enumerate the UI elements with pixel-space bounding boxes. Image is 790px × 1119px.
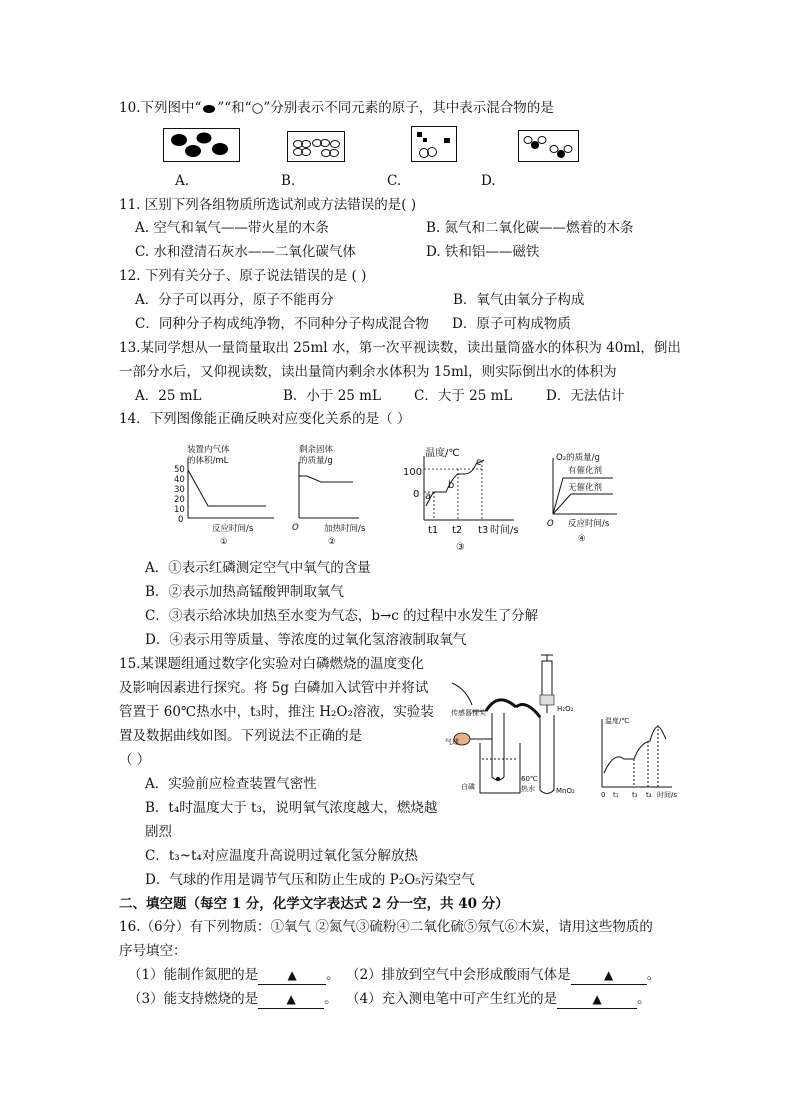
g1-tick-10: 10 bbox=[174, 505, 185, 515]
q10-figure-b bbox=[287, 131, 345, 162]
fig-origin-label: 0 bbox=[601, 791, 606, 799]
answer-blank-1[interactable]: ▲ bbox=[258, 966, 326, 985]
g3-x-t1: t1 bbox=[428, 525, 439, 536]
black-dot-icon bbox=[203, 105, 215, 113]
fig-temp-label: 温度/℃ bbox=[605, 717, 630, 725]
answer-blank-2[interactable]: ▲ bbox=[571, 966, 647, 985]
q10-option-b: B. bbox=[281, 173, 296, 189]
g1-ylabel-1: 装置内气体 bbox=[187, 445, 230, 455]
q10-figure-a-atoms bbox=[164, 129, 241, 163]
q10-figure-c-atoms bbox=[412, 127, 458, 163]
g3-plot bbox=[422, 456, 517, 524]
q12-option-d: D．原子可构成物质 bbox=[452, 316, 571, 332]
q13-option-a: A．25 mL bbox=[135, 388, 202, 404]
q13-option-b: B．小于 25 mL bbox=[283, 388, 381, 404]
q16-item-4 bbox=[346, 990, 651, 1009]
g4-xlabel: 反应时间/s bbox=[568, 519, 610, 529]
fig-mno2-label: MnO₂ bbox=[556, 787, 575, 795]
q12-option-c: C．同种分子构成纯净物，不同种分子构成混合物 bbox=[135, 316, 429, 332]
q16-item-4-end: 。 bbox=[637, 991, 651, 1007]
g3-tick-100: 100 bbox=[403, 467, 423, 478]
q16-line1: 16.（6分）有下列物质：①氧气 ②氮气③硫粉④二氧化硫⑤氖气⑥木炭，请用这些物质的 bbox=[119, 919, 653, 935]
q13-line1: 13.某同学想从一量筒量取出 25ml 水，第一次平视读数，读出量筒盛水的体积为 40ml，倒出 bbox=[119, 340, 681, 356]
g4-label-catalyst: 有催化剂 bbox=[568, 466, 603, 476]
q13-option-d: D．无法估计 bbox=[546, 388, 625, 404]
g1-plot bbox=[186, 458, 276, 523]
q10-stem bbox=[119, 99, 554, 117]
fig-h2o2-label: H₂O₂ bbox=[557, 705, 574, 713]
answer-blank-3[interactable]: ▲ bbox=[258, 990, 324, 1009]
q11-option-c: C. 水和澄清石灰水——二氧化碳气体 bbox=[135, 244, 356, 260]
fig-time-label: 时间/s bbox=[657, 791, 678, 799]
g3-tick-0: 0 bbox=[413, 489, 420, 500]
g3-point-b: b bbox=[448, 480, 455, 491]
g3-point-a: a bbox=[425, 491, 432, 502]
q10-option-a: A. bbox=[175, 173, 190, 189]
q10-stem-part1: 10.下列图中“ bbox=[119, 100, 202, 116]
fig-balloon-label: 气球 bbox=[445, 738, 459, 746]
g3-point-c: c bbox=[476, 457, 482, 468]
q16-item-4-text: （4）充入测电笔中可产生红光的是 bbox=[346, 991, 558, 1007]
g3-xlabel: 时间/s bbox=[490, 525, 519, 536]
fig-wp-label: 白磷 bbox=[461, 783, 475, 791]
fig-t3-label: t₃ bbox=[632, 791, 638, 799]
q15-option-d: D．气球的作用是调节气压和防止生成的 P₂O₅污染空气 bbox=[145, 872, 475, 888]
q16-item-1-text: （1）能制作氮肥的是 bbox=[128, 967, 259, 983]
q15-line3: 管置于 60℃热水中，t₃时，推注 H₂O₂溶液，实验装 bbox=[119, 704, 434, 720]
q10-figure-b-atoms bbox=[288, 132, 346, 163]
q11-stem: 11. 区别下列各组物质所选试剂或方法错误的是( ) bbox=[119, 197, 417, 213]
g3-x-t2: t2 bbox=[452, 525, 463, 536]
g2-ylabel-1: 剩余固体 bbox=[299, 445, 334, 455]
g1-tick-40: 40 bbox=[174, 475, 185, 485]
answer-blank-4[interactable]: ▲ bbox=[557, 990, 637, 1009]
q16-item-2-text: （2）排放到空气中会形成酸雨气体是 bbox=[346, 967, 571, 983]
fig-sensor-label: 传感器探头 bbox=[451, 709, 486, 717]
g2-ylabel-2: 的质量/g bbox=[299, 456, 333, 466]
q13-option-c: C．大于 25 mL bbox=[414, 388, 513, 404]
q16-item-2-end: 。 bbox=[646, 967, 661, 983]
q15-option-b-1: B．t₄时温度大于 t₃，说明氧气浓度越大，燃烧越 bbox=[145, 800, 438, 816]
q14-option-a: A．①表示红磷测定空气中氧气的含量 bbox=[145, 560, 371, 576]
g1-tick-30: 30 bbox=[174, 485, 185, 495]
q10-option-d: D. bbox=[481, 173, 496, 189]
q11-option-b: B. 氮气和二氧化碳——燃着的木条 bbox=[426, 220, 634, 236]
q16-item-1-end: 。 bbox=[326, 967, 340, 983]
q10-stem-part2: ”“和“○”分别表示不同元素的原子，其中表示混合物的是 bbox=[217, 100, 554, 116]
q16-item-3-text: （3）能支持燃烧的是 bbox=[128, 991, 259, 1007]
q15-line2: 及影响因素进行探究。将 5g 白磷加入试管中并将试 bbox=[119, 680, 429, 696]
q15-option-a: A．实验前应检查装置气密性 bbox=[145, 776, 317, 792]
q12-option-b: B．氧气由氧分子构成 bbox=[453, 292, 585, 308]
q15-line5: （ ） bbox=[119, 752, 151, 768]
q12-stem: 12. 下列有关分子、原子说法错误的是 ( ) bbox=[119, 268, 367, 284]
q10-figure-c bbox=[411, 126, 457, 162]
fig-hot-label-1: 60℃ bbox=[521, 775, 538, 783]
q10-figure-d bbox=[518, 130, 579, 162]
g2-origin: O bbox=[292, 523, 299, 533]
fig-hot-label-2: 热水 bbox=[521, 785, 535, 793]
g4-label-no-catalyst: 无催化剂 bbox=[568, 483, 603, 493]
fig-t4-label: t₄ bbox=[646, 791, 652, 799]
section-2-heading: 二、填空题（每空 1 分，化学文字表达式 2 分一空，共 40 分） bbox=[119, 896, 509, 912]
q10-option-c: C. bbox=[387, 173, 402, 189]
q16-item-3-end: 。 bbox=[324, 991, 338, 1007]
g2-xlabel: 加热时间/s bbox=[324, 524, 366, 534]
g3-number: ③ bbox=[456, 542, 465, 553]
q14-option-b: B．②表示加热高锰酸钾制取氧气 bbox=[145, 584, 344, 600]
q11-option-a: A. 空气和氧气——带火星的木条 bbox=[135, 220, 329, 236]
q15-line4: 置及数据曲线如图。下列说法不正确的是 bbox=[119, 728, 362, 744]
g3-ylabel: 温度/℃ bbox=[425, 448, 460, 459]
g3-x-t3: t3 bbox=[478, 525, 489, 536]
q15-option-c: C．t₃~t₄对应温度升高说明过氧化氢分解放热 bbox=[145, 848, 418, 864]
g2-plot bbox=[297, 462, 362, 520]
g1-number: ① bbox=[220, 537, 228, 547]
q16-item-2 bbox=[346, 966, 660, 985]
q14-stem: 14．下列图像能正确反映对应变化关系的是（ ） bbox=[119, 411, 411, 427]
g2-number: ② bbox=[328, 537, 336, 547]
g4-origin: O bbox=[547, 519, 554, 529]
q16-line2: 序号填空： bbox=[119, 943, 187, 959]
g4-number: ④ bbox=[578, 534, 586, 544]
q10-figure-d-molecules bbox=[519, 131, 580, 163]
q13-line2: 一部分水后，又仰视读数，读出量筒内剩余水体积为 15ml，则实际倒出水的体积为 bbox=[119, 364, 617, 380]
g1-tick-20: 20 bbox=[174, 495, 185, 505]
fig-t1-label: t₁ bbox=[613, 791, 619, 799]
g1-tick-0: 0 bbox=[178, 515, 184, 525]
q10-figure-a bbox=[163, 128, 240, 162]
g1-ylabel-2: 的体积/mL bbox=[187, 456, 229, 466]
q16-item-1 bbox=[128, 966, 340, 985]
q15-line1: 15.某课题组通过数字化实验对白磷燃烧的温度变化 bbox=[119, 656, 424, 672]
q16-item-3 bbox=[128, 990, 338, 1009]
q14-option-d: D．④表示用等质量、等浓度的过氧化氢溶液制取氧气 bbox=[145, 632, 467, 648]
g1-tick-50: 50 bbox=[174, 465, 185, 475]
q12-option-a: A．分子可以再分，原子不能再分 bbox=[135, 292, 334, 308]
q15-option-b-2: 剧烈 bbox=[145, 824, 172, 840]
q14-option-c: C．③表示给冰块加热至水变为气态，b→c 的过程中水发生了分解 bbox=[145, 608, 539, 624]
g1-xlabel: 反应时间/s bbox=[212, 524, 254, 534]
q11-option-d: D. 铁和铝——磁铁 bbox=[426, 244, 540, 260]
g4-ylabel: O₂的质量/g bbox=[556, 453, 600, 463]
